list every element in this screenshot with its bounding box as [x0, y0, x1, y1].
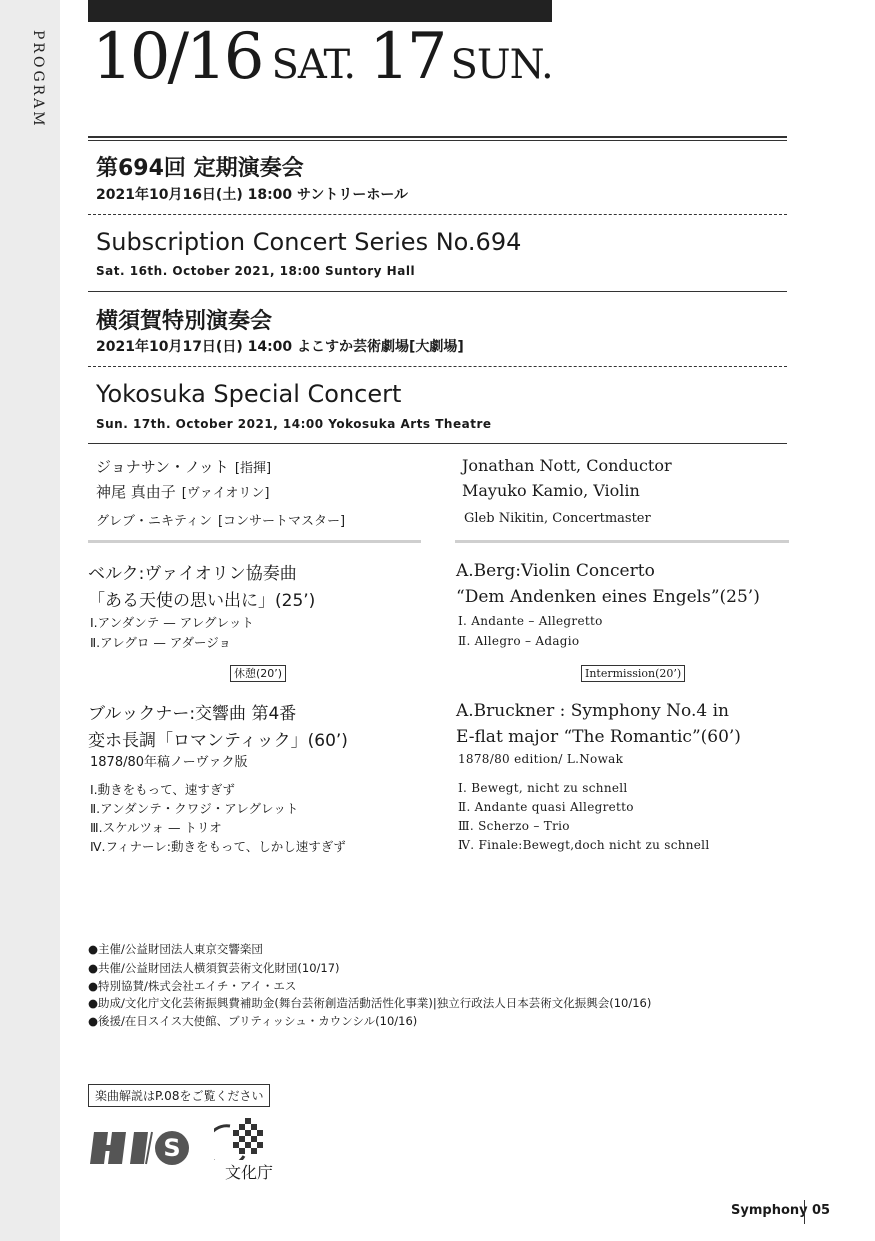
work-subtitle-en: E-flat major “The Romantic”(60’) — [456, 727, 741, 747]
concert-title-en: Yokosuka Special Concert — [96, 380, 402, 408]
performer-role: [ヴァイオリン] — [181, 486, 270, 501]
work-title-en: A.Berg:Violin Concerto — [456, 561, 655, 581]
concert-detail-jp: 2021年10月17日(日) 14:00 よこすか芸術劇場[大劇場] — [96, 339, 464, 355]
movement-jp: Ⅰ.アンダンテ — アレグレット — [90, 615, 254, 630]
bunkacho-logo-text: 文化庁 — [224, 1163, 273, 1182]
his-logo-graphic — [88, 1128, 192, 1168]
intermission-label-en: Intermission(20’) — [581, 665, 685, 682]
credit-line: ●特別協賛/株式会社エイチ・アイ・エス — [88, 979, 297, 993]
footer-divider — [804, 1200, 805, 1224]
work-subtitle-jp: 変ホ長調「ロマンティック」(60’) — [88, 731, 348, 751]
movement-en: Ⅳ. Finale:Bewegt,doch nicht zu schnell — [458, 838, 710, 852]
movement-en: Ⅲ. Scherzo – Trio — [458, 819, 570, 833]
credit-line: ●後援/在日スイス大使館、ブリティッシュ・カウンシル(10/16) — [88, 1014, 418, 1028]
movement-en: Ⅰ. Bewegt, nicht zu schnell — [458, 781, 628, 795]
concert-detail-jp: 2021年10月16日(土) 18:00 サントリーホール — [96, 187, 409, 203]
concert-title-en: Subscription Concert Series No.694 — [96, 228, 522, 256]
date-weekday2: SUN. — [450, 42, 553, 88]
movement-jp: Ⅱ.アンダンテ・クワジ・アレグレット — [90, 801, 299, 816]
performer-jp — [96, 481, 269, 502]
divider — [88, 366, 787, 367]
concert-title-jp: 第694回 定期演奏会 — [96, 156, 304, 181]
date-weekday1: SAT. — [271, 42, 356, 88]
his-logo — [88, 1128, 192, 1168]
performer-en: Mayuko Kamio, Violin — [462, 481, 640, 500]
concert-title-jp: 横須賀特別演奏会 — [96, 309, 273, 334]
divider — [88, 540, 421, 543]
movement-jp: Ⅲ.スケルツォ — トリオ — [90, 820, 222, 835]
movement-jp: Ⅱ.アレグロ — アダージョ — [90, 635, 231, 650]
footer-magazine: Symphony — [731, 1203, 808, 1218]
work-title-jp: ベルク:ヴァイオリン協奏曲 — [88, 564, 297, 584]
divider — [455, 540, 789, 543]
date-day2: 17 — [369, 20, 445, 94]
intermission-label-jp: 休憩(20’) — [230, 665, 286, 682]
movement-jp: Ⅰ.動きをもって、速すぎず — [90, 782, 235, 797]
divider — [88, 443, 787, 444]
work-subtitle-en: “Dem Andenken eines Engels”(25’) — [456, 587, 760, 607]
bunkacho-emblem-icon — [214, 1116, 284, 1160]
performer-jp — [96, 510, 345, 529]
movement-en: Ⅱ. Andante quasi Allegretto — [458, 800, 634, 814]
page-number: 05 — [812, 1203, 831, 1218]
date-heading — [92, 20, 553, 94]
work-title-jp: ブルックナー:交響曲 第4番 — [88, 704, 297, 724]
movement-en: Ⅱ. Allegro – Adagio — [458, 634, 580, 648]
performer-name: グレブ・ニキティン — [96, 514, 212, 529]
date-day1: 10/16 — [92, 20, 262, 94]
performer-name: ジョナサン・ノット — [96, 458, 229, 476]
divider — [88, 136, 787, 141]
edition-jp: 1878/80年稿ノーヴァク版 — [90, 755, 248, 770]
header-bar — [88, 0, 552, 22]
performer-en: Jonathan Nott, Conductor — [462, 456, 672, 475]
edition-en: 1878/80 edition/ L.Nowak — [458, 752, 624, 766]
commentary-notice: 楽曲解説はP.08をご覧ください — [88, 1084, 270, 1107]
svg-text:S: S — [163, 1134, 181, 1162]
performer-en: Gleb Nikitin, Concertmaster — [464, 511, 651, 526]
movement-en: Ⅰ. Andante – Allegretto — [458, 614, 603, 628]
movement-jp: Ⅳ.フィナーレ:動きをもって、しかし速すぎず — [90, 839, 346, 854]
bunkacho-logo — [214, 1116, 284, 1188]
work-title-en: A.Bruckner : Symphony No.4 in — [456, 701, 729, 721]
performer-role: [指揮] — [234, 461, 272, 476]
concert-detail-en: Sat. 16th. October 2021, 18:00 Suntory Hall — [96, 264, 416, 278]
performer-name: 神尾 真由子 — [96, 483, 176, 501]
credit-line: ●共催/公益財団法人横須賀芸術文化財団(10/17) — [88, 961, 340, 975]
work-subtitle-jp: 「ある天使の思い出に」(25’) — [88, 591, 316, 611]
concert-detail-en: Sun. 17th. October 2021, 14:00 Yokosuka Arts Theatre — [96, 417, 492, 431]
section-label: PROGRAM — [30, 30, 46, 129]
performer-jp — [96, 456, 271, 477]
divider — [88, 214, 787, 215]
credit-line: ●主催/公益財団法人東京交響楽団 — [88, 942, 263, 956]
credit-line: ●助成/文化庁文化芸術振興費補助金(舞台芸術創造活動活性化事業)|独立行政法人日本芸術文化振興会(10/16) — [88, 996, 652, 1010]
sidebar — [0, 0, 60, 1241]
performer-role: [コンサートマスター] — [217, 514, 346, 529]
divider — [88, 291, 787, 292]
